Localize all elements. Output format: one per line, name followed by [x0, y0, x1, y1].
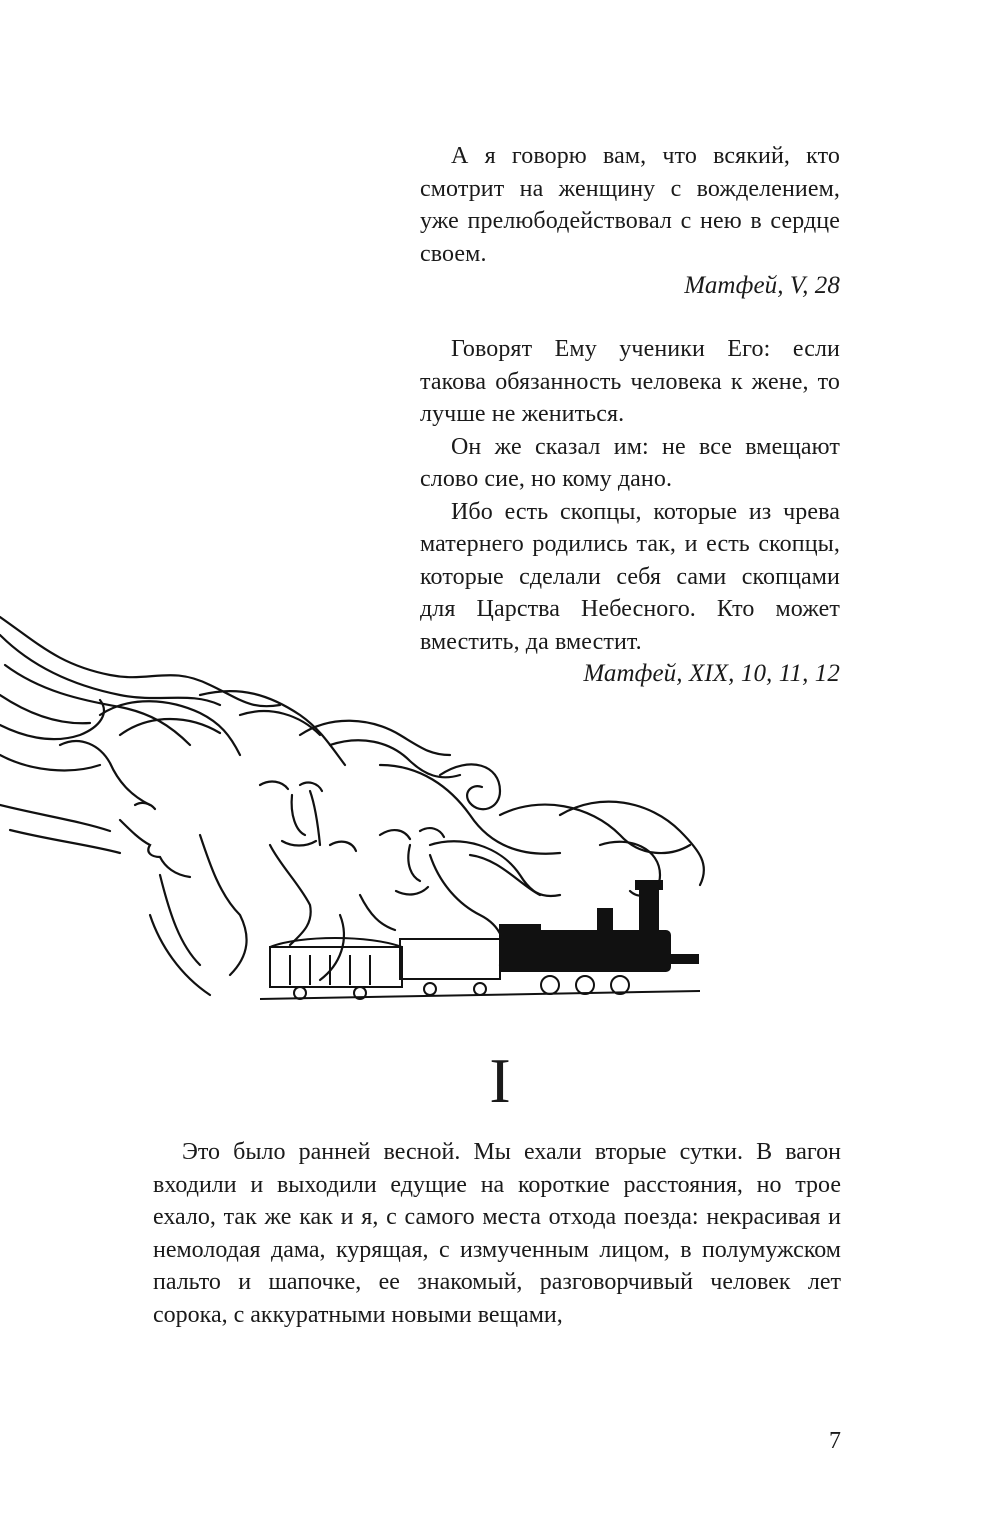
page-number: 7: [829, 1428, 841, 1454]
epigraph-paragraph: Он же сказал им: не все вмещают слово сие, но кому дано.: [420, 433, 840, 492]
epigraph-source: Матфей, XIX, 10, 11, 12: [583, 660, 840, 687]
faces-in-locomotive-smoke-illustration: [0, 595, 720, 1015]
epigraph-paragraph: Ибо есть скопцы, которые из чрева матернего родились так, и есть скопцы, которые сделали себя сами скопцами для Царства Небесного. Кто может вместить, да вместит.: [420, 498, 840, 655]
chapter-body: [153, 1136, 841, 1331]
body-paragraph: Это было ранней весной. Мы ехали вторые сутки. В вагон входили и выходили едущие на короткие расстояния, но трое ехало, так же как и я, с самого места отхода поезда: некрасивая и немолодая дама, курящая, с измученным лицом, в полумужском пальто и шапочке, ее знакомый, разговорчивый человек лет сорока, с аккуратными новыми вещами,: [153, 1139, 841, 1328]
epigraph-paragraph: Говорят Ему ученики Его: если такова обязанность человека к жене, то лучше не жениться.: [420, 336, 840, 427]
epigraph-matthew-5: [420, 140, 840, 303]
epigraph-text: А я говорю вам, что всякий, кто смотрит на женщину с вожделением, уже прелюбодействовал с нею в сердце своем.: [420, 143, 840, 267]
epigraph-source: Матфей, V, 28: [684, 272, 840, 299]
chapter-number: I: [489, 1045, 511, 1116]
